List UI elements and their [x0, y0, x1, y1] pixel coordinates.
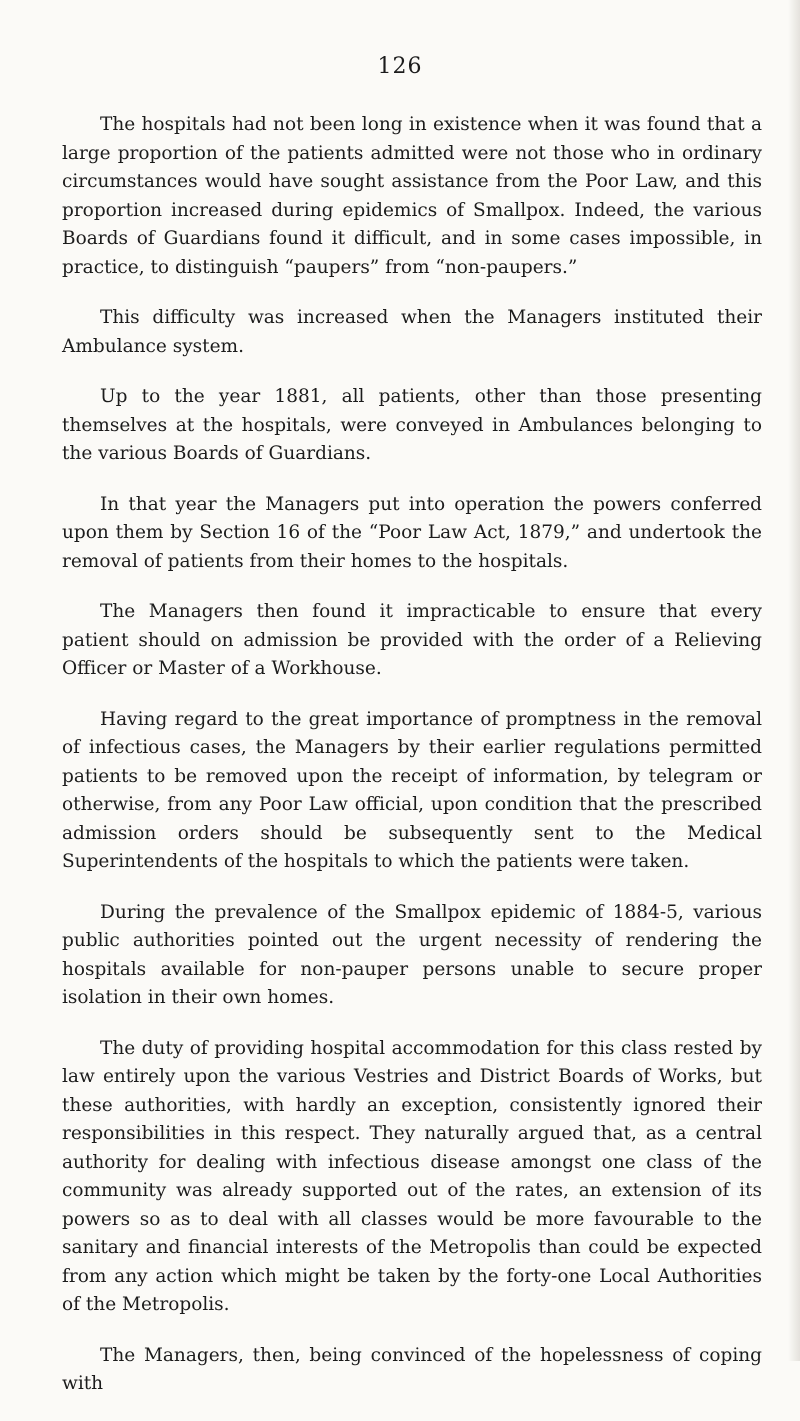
body-text — [62, 111, 762, 1421]
paragraph: The Managers, then, being convinced of the hopelessness of coping with — [62, 1344, 762, 1394]
paragraph: The hospitals had not been long in existence when it was found that a large proportion of the patients admitted were not those who in ordinary circumstances would have sought assistance from the Poor Law, and this proportion increased during epidemics of Smallpox. Indeed, the various Boards of Guardians found it difficult, and in some cases impossible, in practice, to distinguish “paupers” from “non-paupers.” — [62, 114, 762, 278]
page-edge-shadow — [788, 0, 800, 1361]
paragraph: The duty of providing hospital accommodation for this class rested by law entirely upon the various Vestries and District Boards of Works, but these authorities, with hardly an exception, consistently ignored their responsibilities in this respect. They naturally argued that, as a central authority for dealing with infectious disease amongst one class of the community was already supported out of the rates, an extension of its powers so as to deal with all classes would be more favourable to the sanitary and financial interests of the Metropolis than could be expected from any action which might be taken by the forty-one Local Authorities of the Metropolis. — [62, 1037, 762, 1315]
paragraph: Having regard to the great importance of promptness in the removal of infectious cases, the Managers by their earlier regulations permitted patients to be removed upon the receipt of information, by telegram or otherwise, from any Poor Law official, upon condition that the prescribed admission orders should be subsequently sent to the Medical Superintendents of the hospitals to which the patients were taken. — [62, 708, 762, 872]
paragraph: This difficulty was increased when the Managers instituted their Ambulance system. — [62, 307, 762, 357]
paragraph: Up to the year 1881, all patients, other than those presenting themselves at the hospitals, were conveyed in Ambulances belonging to the various Boards of Guardians. — [62, 386, 762, 464]
paragraph: The Managers then found it impracticable to ensure that every patient should on admission be provided with the order of a Relieving Officer or Master of a Workhouse. — [62, 601, 762, 679]
paragraph: During the prevalence of the Smallpox epidemic of 1884-5, various public authorities pointed out the urgent necessity of rendering the hospitals available for non-pauper persons unable to secure proper isolation in their own homes. — [62, 901, 762, 1008]
page-number: 126 — [377, 54, 423, 79]
paragraph: In that year the Managers put into operation the powers conferred upon them by Section 16 of the “Poor Law Act, 1879,” and undertook the removal of patients from their homes to the hospitals. — [62, 493, 762, 572]
